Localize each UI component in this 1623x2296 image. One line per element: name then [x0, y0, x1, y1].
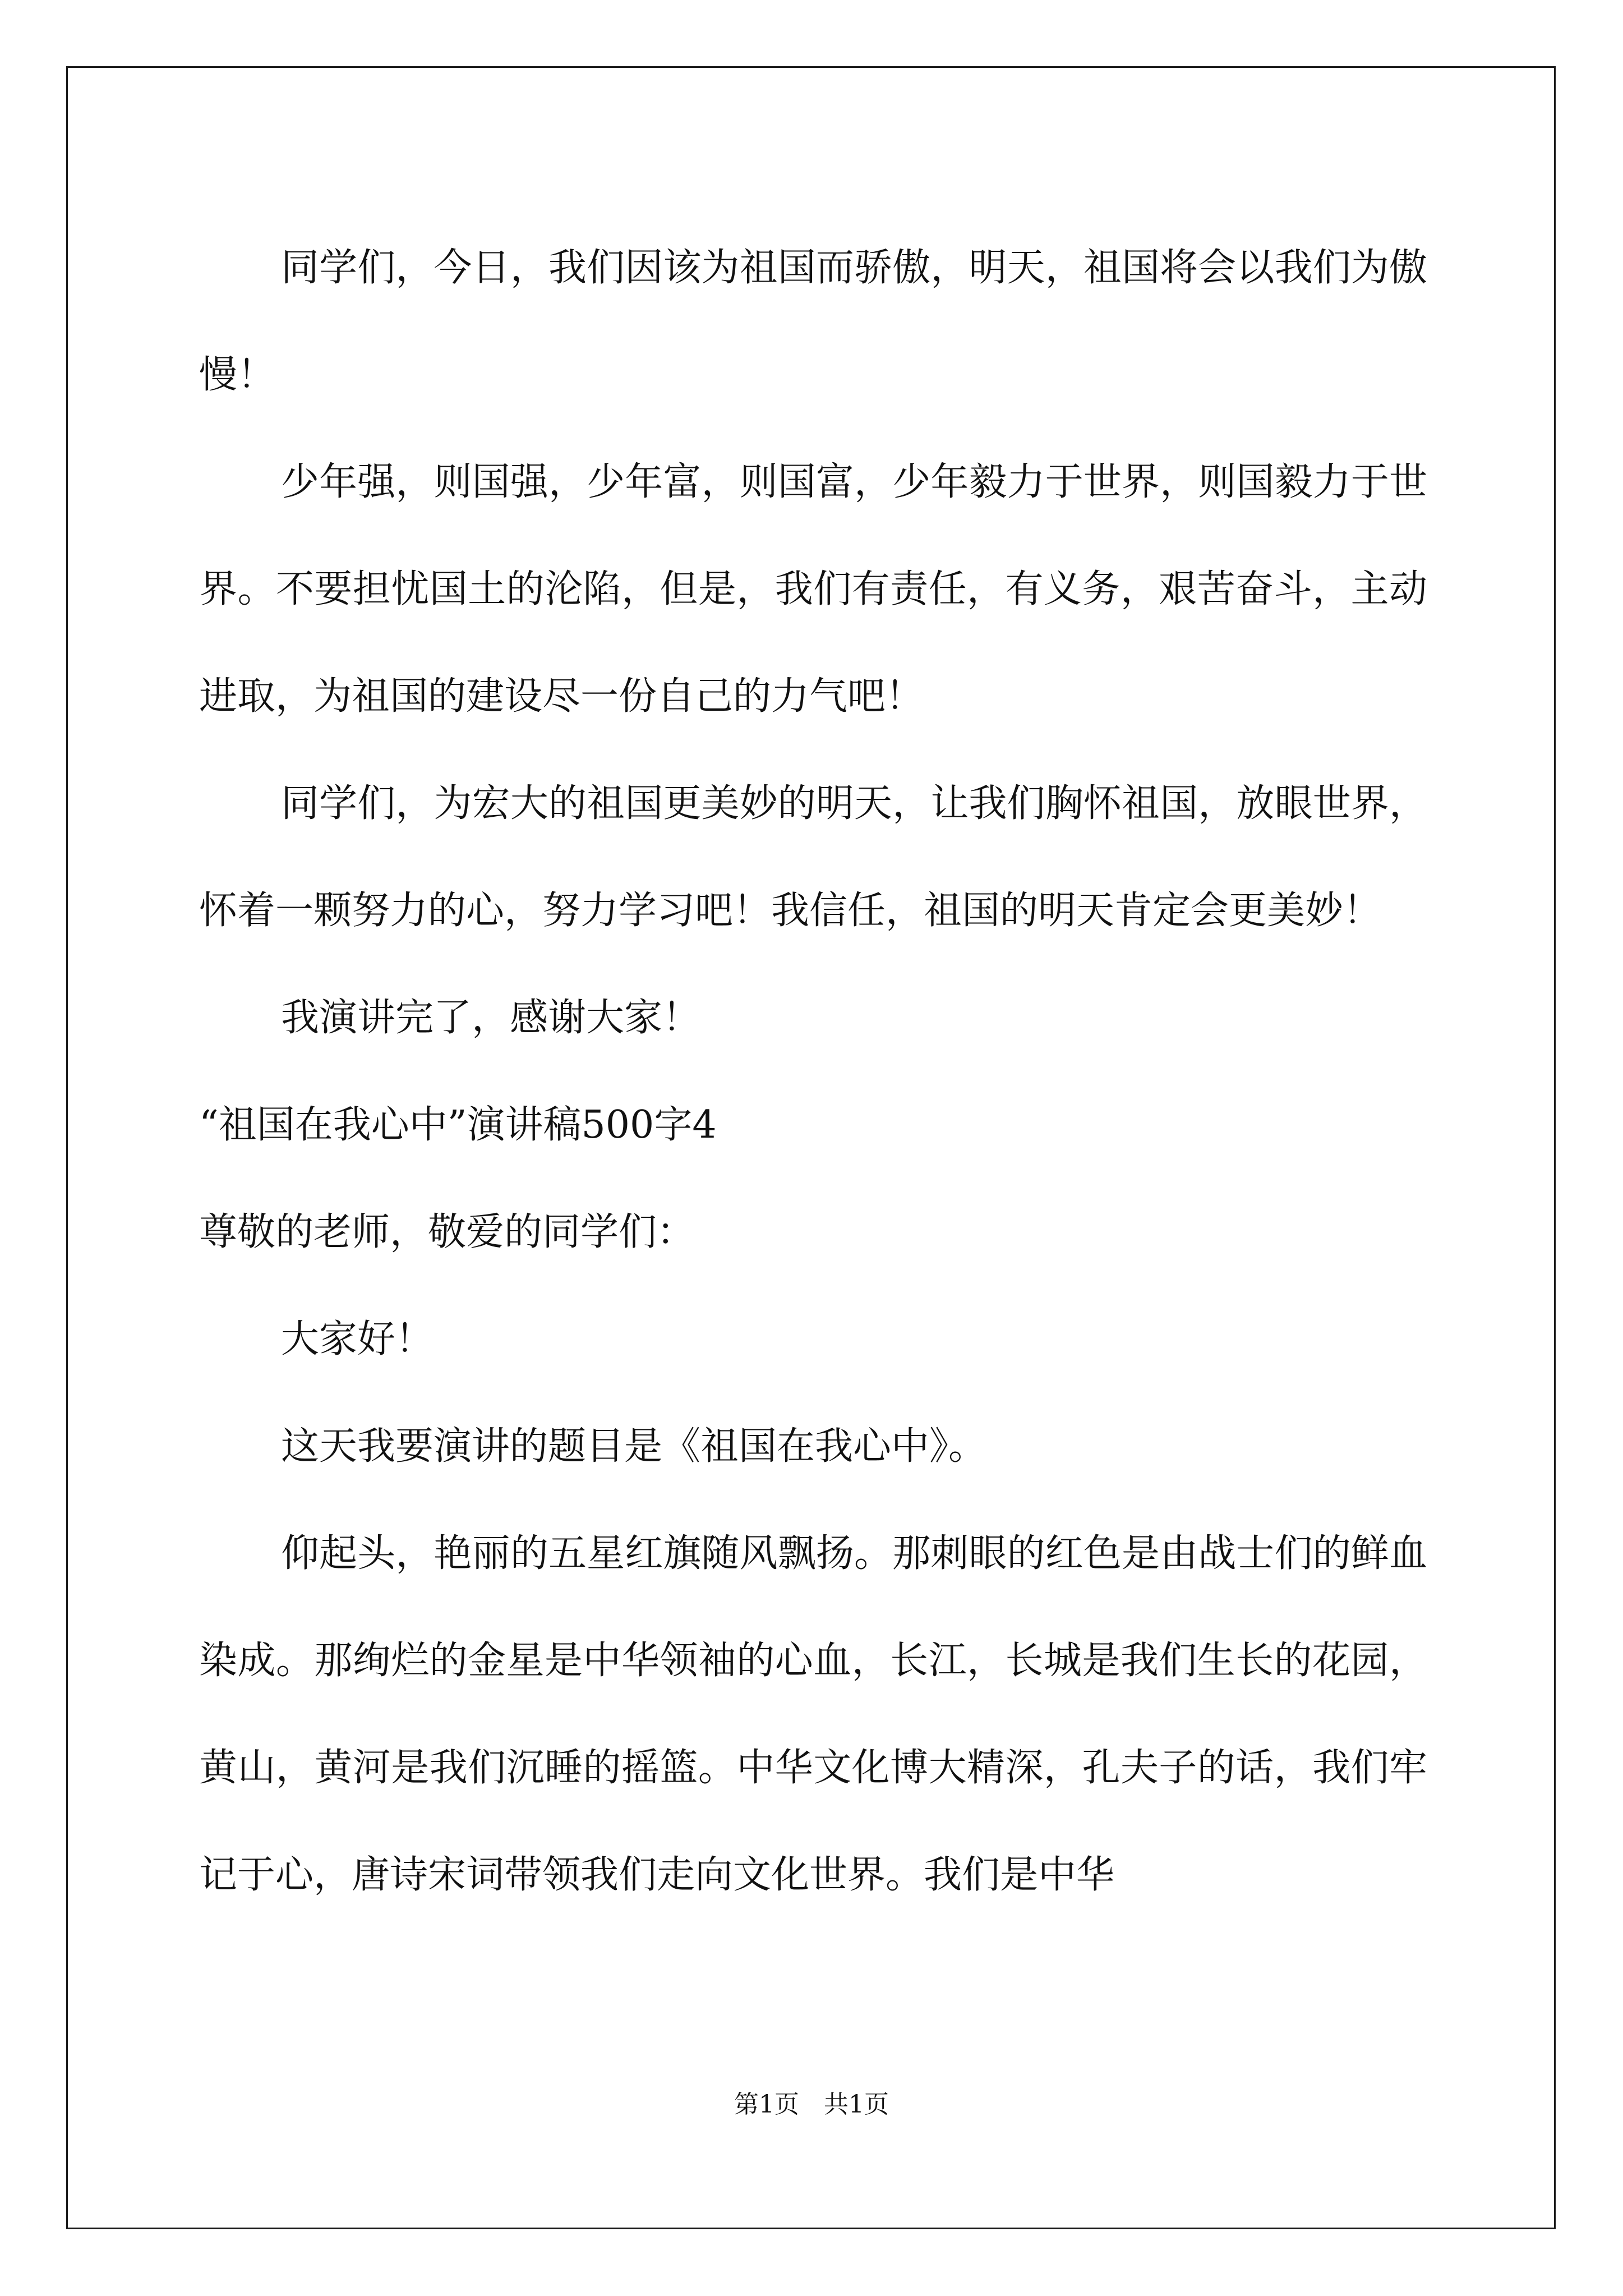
paragraph-3: 同学们，为宏大的祖国更美妙的明天，让我们胸怀祖国，放眼世界，怀着一颗努力的心，努力学习吧！我信任，祖国的明天肯定会更美妙！: [199, 781, 1427, 933]
page-footer: [0, 2088, 1623, 2122]
paragraph-body: 仰起头，艳丽的五星红旗随风飘扬。那刺眼的红色是由战士们的鲜血染成。那绚烂的金星是中华领袖的心血，长江，长城是我们生长的花园，黄山，黄河是我们沉睡的摇篮。中华文化博大精深，孔夫子的话，我们牢记于心，唐诗宋词带领我们走向文化世界。我们是中华: [199, 1531, 1427, 1897]
page-total: 共1页: [824, 2090, 889, 2119]
paragraph-4: 我演讲完了，感谢大家！: [281, 996, 701, 1040]
paragraph-greeting: 大家好！: [281, 1317, 434, 1361]
document-body: [199, 214, 1427, 1929]
salutation: 尊敬的老师，敬爱的同学们：: [199, 1210, 695, 1254]
paragraph-2: 少年强，则国强，少年富，则国富，少年毅力于世界，则国毅力于世界。不要担忧国土的沦陷，但是，我们有责任，有义务，艰苦奋斗，主动进取，为祖国的建设尽一份自己的力气吧！: [199, 460, 1427, 719]
section-title: “祖国在我心中”演讲稿500字4: [199, 1103, 717, 1147]
paragraph-1: 同学们，今日，我们因该为祖国而骄傲，明天，祖国将会以我们为傲慢！: [199, 246, 1427, 397]
page-number: 第1页: [734, 2090, 799, 2119]
paragraph-topic: 这天我要演讲的题目是《祖国在我心中》。: [281, 1424, 987, 1469]
